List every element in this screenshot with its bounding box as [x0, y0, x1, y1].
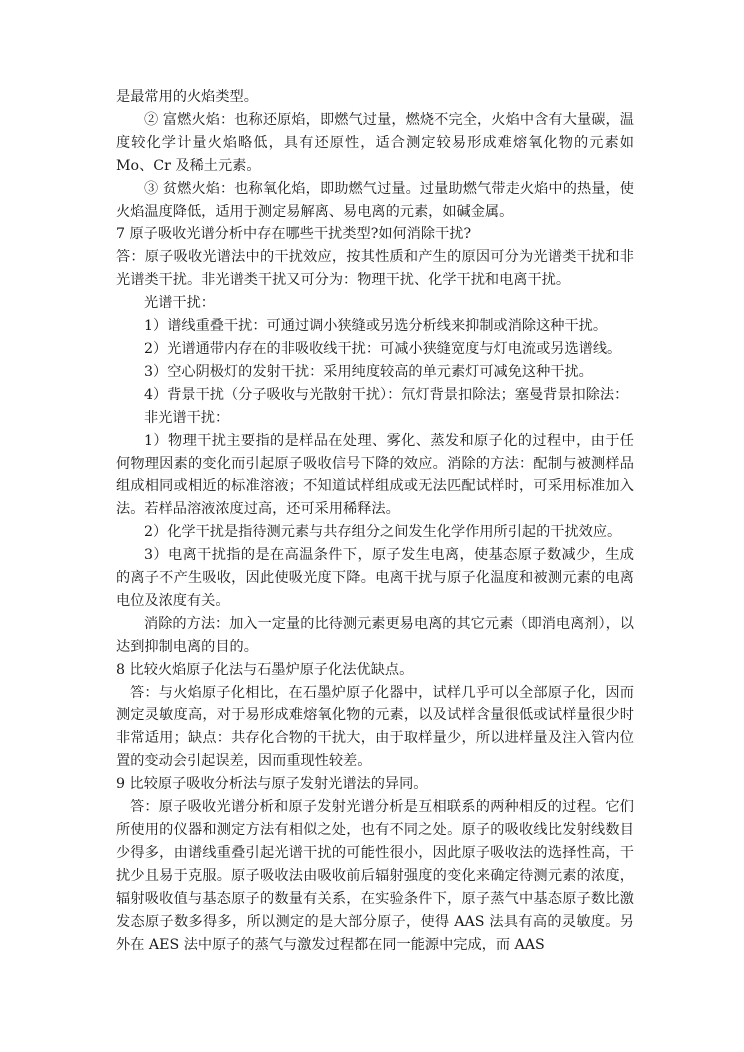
paragraph: ③ 贫燃火焰：也称氧化焰，即助燃气过量。过量助燃气带走火焰中的热量，使火焰温度降低，适用于测定易解离、易电离的元素，如碱金属。	[116, 180, 634, 220]
paragraph: 1）物理干扰主要指的是样品在处理、雾化、蒸发和原子化的过程中，由于任何物理因素的变化而引起原子吸收信号下降的效应。消除的方法：配制与被测样品组成相同或相近的标准溶液；不知道试样组成或无法匹配试样时，可采用标准加入法。若样品溶液浓度过高，还可采用稀释法。	[116, 432, 634, 518]
paragraph: 答：原子吸收光谱法中的干扰效应，按其性质和产生的原因可分为光谱类干扰和非光谱类干扰。非光谱类干扰又可分为：物理干扰、化学干扰和电离干扰。	[116, 249, 634, 289]
question-heading: 9 比较原子吸收分析法与原子发射光谱法的异同。	[116, 776, 428, 793]
paragraph: 3）空心阴极灯的发射干扰：采用纯度较高的单元素灯可减免这种干扰。	[144, 363, 593, 380]
question-heading: 8 比较火焰原子化法与石墨炉原子化法优缺点。	[116, 661, 414, 678]
paragraph: 光谱干扰：	[144, 295, 215, 312]
paragraph: 答：与火焰原子化相比，在石墨炉原子化器中，试样几乎可以全部原子化，因而测定灵敏度高，对于易形成难熔氧化物的元素，以及试样含量很低或试样量很少时非常适用；缺点：共存化合物的干扰大，由于取样量少，所以进样量及注入管内位置的变动会引起误差，因而重现性较差。	[116, 684, 634, 770]
paragraph: ② 富燃火焰：也称还原焰，即燃气过量，燃烧不完全，火焰中含有大量碳，温度较化学计量火焰略低，具有还原性，适合测定较易形成难熔氧化物的元素如 Mo、Cr 及稀土元素。	[116, 111, 634, 174]
paragraph: 答：原子吸收光谱分析和原子发射光谱分析是互相联系的两种相反的过程。它们所使用的仪器和测定方法有相似之处，也有不同之处。原子的吸收线比发射线数目少得多，由谱线重叠引起光谱干扰的可能性很小，因此原子吸收法的选择性高，干扰少且易于克服。原子吸收法由吸收前后辐射强度的变化来确定待测元素的浓度，辐射吸收值与基态原子的数量有关系，在实验条件下，原子蒸气中基态原子数比激发态原子数多得多，所以测定的是大部分原子，使得 AAS 法具有高的灵敏度。另外在 AES 法中原子的蒸气与激发过程都在同一能源中完成，而 AAS	[116, 799, 634, 953]
paragraph: 1）谱线重叠干扰：可通过调小狭缝或另选分析线来抑制或消除这种干扰。	[144, 318, 608, 335]
paragraph: 是最常用的火焰类型。	[116, 89, 258, 105]
paragraph: 消除的方法：加入一定量的比待测元素更易电离的其它元素（即消电离剂），以达到抑制电离的目的。	[116, 615, 634, 655]
paragraph: 2）光谱通带内存在的非吸收线干扰：可减小狭缝宽度与灯电流或另选谱线。	[144, 340, 622, 357]
paragraph: 4）背景干扰（分子吸收与光散射干扰）：氘灯背景扣除法；塞曼背景扣除法：	[144, 386, 629, 403]
paragraph: 非光谱干扰：	[144, 409, 230, 426]
paragraph: 3）电离干扰指的是在高温条件下，原子发生电离，使基态原子数减少，生成的离子不产生吸收，因此使吸光度下降。电离干扰与原子化温度和被测元素的电离电位及浓度有关。	[116, 547, 634, 609]
question-heading: 7 原子吸收光谱分析中存在哪些干扰类型?如何消除干扰?	[116, 226, 472, 243]
paragraph: 2）化学干扰是指待测元素与共存组分之间发生化学作用所引起的干扰效应。	[144, 524, 622, 541]
